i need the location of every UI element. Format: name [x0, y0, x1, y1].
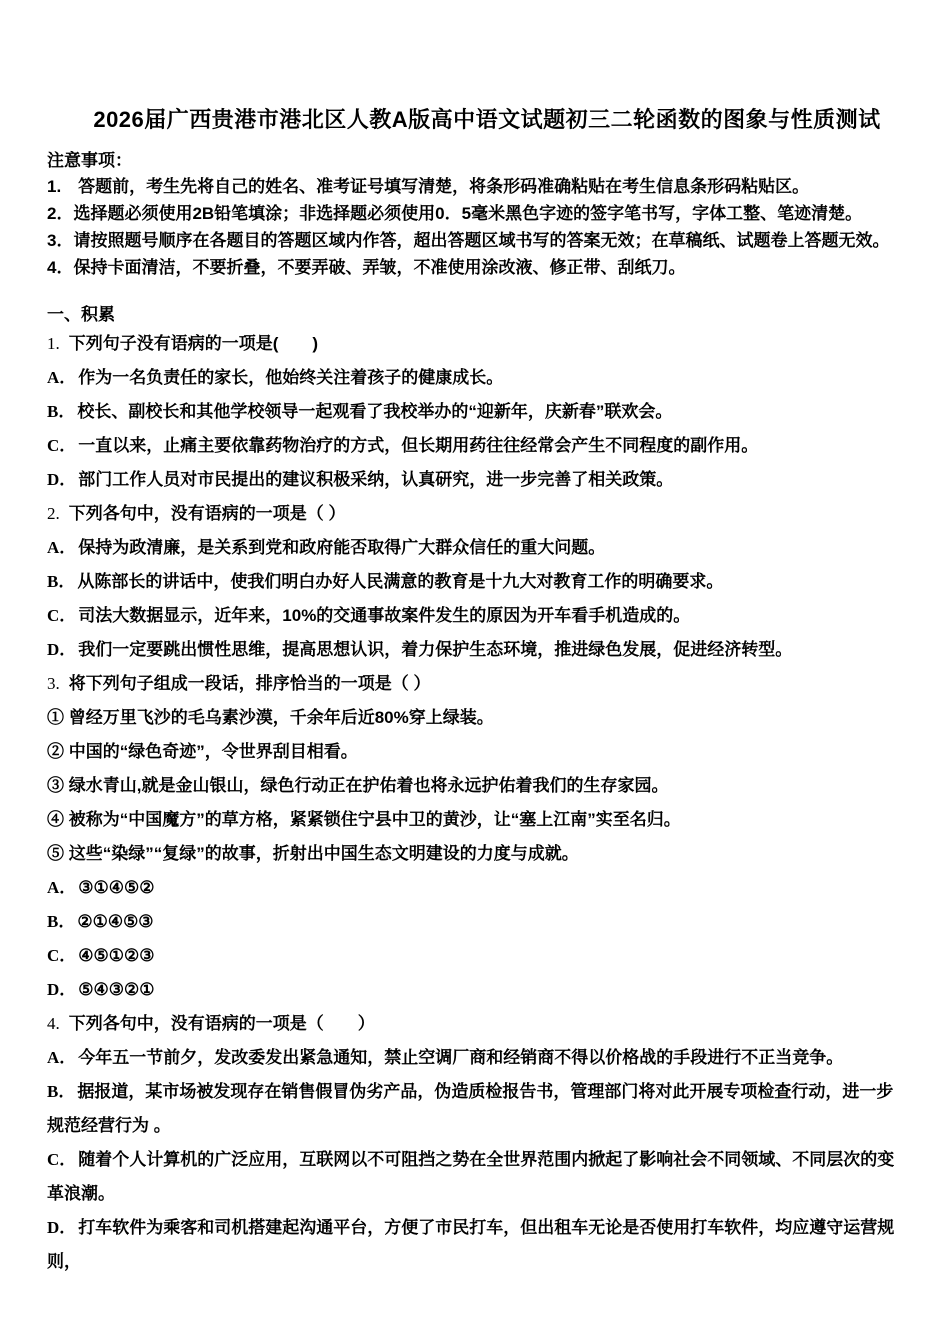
question-3-option-b [47, 905, 909, 939]
question-2-option-a [47, 531, 909, 565]
question-stem: 将下列句子组成一段话，排序恰当的一项是（ ） [68, 674, 431, 693]
question-4 [47, 1007, 909, 1279]
questions-area [47, 327, 909, 1279]
option-text: 今年五一节前夕，发改委发出紧急通知，禁止空调厂商和经销商不得以价格战的手段进行不正当竞争。 [78, 1048, 844, 1067]
option-text: ③①④⑤② [78, 878, 155, 897]
question-2 [47, 497, 909, 667]
option-label: A． [47, 368, 77, 387]
question-3-sentence-2: ② 中国的“绿色奇迹”，令世界刮目相看。 [47, 742, 358, 761]
option-label: A． [47, 1048, 77, 1067]
question-1-option-b [47, 395, 909, 429]
option-text: 司法大数据显示，近年来，10%的交通事故案件发生的原因为开车看手机造成的。 [78, 606, 691, 625]
question-3-sentence-4: ④ 被称为“中国魔方”的草方格，紧紧锁住宁县中卫的黄沙，让“塞上江南”实至名归。 [47, 810, 681, 829]
option-label: A． [47, 538, 77, 557]
question-4-option-b [47, 1075, 909, 1143]
option-label: B． [47, 912, 76, 931]
notice-heading: 注意事项： [47, 151, 132, 170]
option-label: D． [47, 980, 77, 999]
option-label: C． [47, 436, 77, 455]
question-stem: 下列句子没有语病的一项是( ) [68, 334, 319, 353]
question-number: 1. [47, 334, 60, 353]
notice-item-2: 2．选择题必须使用2B铅笔填涂；非选择题必须使用0．5毫米黑色字迹的签字笔书写，字体工整、笔迹清楚。 [47, 204, 863, 223]
question-4-option-d [47, 1211, 909, 1279]
notice-item-4: 4．保持卡面清洁，不要折叠，不要弄破、弄皱，不准使用涂改液、修正带、刮纸刀。 [47, 258, 686, 277]
option-label: C． [47, 1150, 77, 1169]
question-3-option-a [47, 871, 909, 905]
question-stem: 下列各句中，没有语病的一项是（ ） [68, 1014, 375, 1033]
option-text: 部门工作人员对市民提出的建议积极采纳，认真研究，进一步完善了相关政策。 [78, 470, 674, 489]
option-label: D． [47, 640, 77, 659]
question-2-option-c [47, 599, 909, 633]
option-text: 一直以来，止痛主要依靠药物治疗的方式，但长期用药往往经常会产生不同程度的副作用。 [78, 436, 759, 455]
option-text: 保持为政清廉，是关系到党和政府能否取得广大群众信任的重大问题。 [78, 538, 606, 557]
question-2-stem-line [47, 497, 909, 531]
option-label: D． [47, 470, 77, 489]
option-text: 从陈部长的讲话中，使我们明白办好人民满意的教育是十九大对教育工作的明确要求。 [77, 572, 724, 591]
question-1-stem-line [47, 327, 909, 361]
option-text: ②①④⑤③ [77, 912, 154, 931]
question-1 [47, 327, 909, 497]
question-4-stem-line [47, 1007, 909, 1041]
option-text: 据报道，某市场被发现存在销售假冒伪劣产品，伪造质检报告书，管理部门将对此开展专项检查行动，进一步规范经营行为 。 [47, 1082, 894, 1135]
option-text: ⑤④③②① [78, 980, 155, 999]
option-text: ④⑤①②③ [78, 946, 155, 965]
option-label: D． [47, 1218, 77, 1237]
question-3-option-c [47, 939, 909, 973]
option-text: 作为一名负责任的家长，他始终关注着孩子的健康成长。 [78, 368, 504, 387]
option-text: 我们一定要跳出惯性思维，提高思想认识，着力保护生态环境，推进绿色发展，促进经济转型。 [78, 640, 793, 659]
question-3 [47, 667, 909, 1007]
question-3-sentence-1: ① 曾经万里飞沙的毛乌素沙漠，千余年后近80%穿上绿装。 [47, 708, 494, 727]
question-3-option-d [47, 973, 909, 1007]
notice-item-3: 3．请按照题号顺序在各题目的答题区域内作答，超出答题区域书写的答案无效；在草稿纸、试题卷上答题无效。 [47, 231, 890, 250]
question-2-option-d [47, 633, 909, 667]
option-label: B． [47, 402, 76, 421]
question-3-sentence-3: ③ 绿水青山,就是金山银山，绿色行动正在护佑着也将永远护佑着我们的生存家园。 [47, 776, 669, 795]
section-heading: 一、积累 [47, 305, 115, 324]
question-4-option-c [47, 1143, 909, 1211]
option-text: 校长、副校长和其他学校领导一起观看了我校举办的“迎新年，庆新春”联欢会。 [77, 402, 673, 421]
notice-item-1: 1. 答题前，考生先将自己的姓名、准考证号填写清楚，将条形码准确粘贴在考生信息条形码粘贴区。 [47, 177, 810, 196]
question-2-option-b [47, 565, 909, 599]
option-text: 打车软件为乘客和司机搭建起沟通平台，方便了市民打车，但出租车无论是否使用打车软件，均应遵守运营规则， [47, 1218, 895, 1271]
question-1-option-d [47, 463, 909, 497]
option-label: A． [47, 878, 77, 897]
option-label: C． [47, 946, 77, 965]
option-label: B． [47, 1082, 76, 1101]
question-3-stem-line [47, 667, 909, 701]
exam-title: 2026届广西贵港市港北区人教A版高中语文试题初三二轮函数的图象与性质测试 [93, 107, 881, 132]
question-3-sentence-5: ⑤ 这些“染绿”“复绿”的故事，折射出中国生态文明建设的力度与成就。 [47, 844, 579, 863]
question-1-option-c [47, 429, 909, 463]
option-label: C． [47, 606, 77, 625]
question-number: 3. [47, 674, 60, 693]
question-stem: 下列各句中，没有语病的一项是（ ） [68, 504, 346, 523]
question-4-option-a [47, 1041, 909, 1075]
option-text: 随着个人计算机的广泛应用，互联网以不可阻挡之势在全世界范围内掀起了影响社会不同领域、不同层次的变革浪潮。 [47, 1150, 895, 1203]
question-1-option-a [47, 361, 909, 395]
question-number: 2. [47, 504, 60, 523]
notice-section [47, 149, 927, 281]
option-label: B． [47, 572, 76, 591]
question-number: 4. [47, 1014, 60, 1033]
